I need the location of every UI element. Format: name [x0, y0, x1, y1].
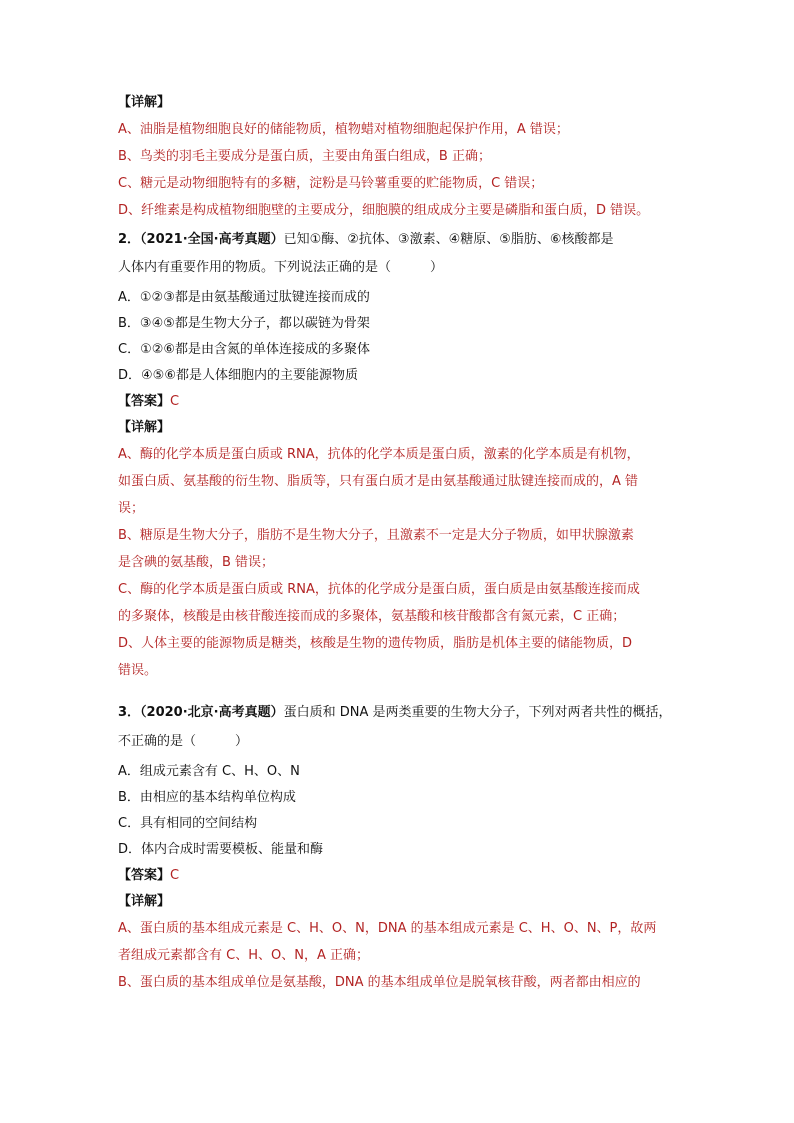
explain-line: 误； — [118, 501, 145, 516]
explain-line: B、糖原是生物大分子，脂肪不是生物大分子，且激素不一定是大分子物质，如甲状腺激素 — [118, 528, 634, 543]
option-b: B．③④⑤都是生物大分子，都以碳链为骨架 — [118, 316, 370, 331]
explain-body — [118, 445, 678, 681]
question-stem — [118, 703, 678, 723]
explain-line: A、酶的化学本质是蛋白质或 RNA，抗体的化学本质是蛋白质，激素的化学本质是有机物， — [118, 447, 640, 462]
option-a: A．①②③都是由氨基酸通过肽键连接而成的 — [118, 290, 370, 305]
answer-line — [118, 392, 678, 412]
question-stem — [118, 230, 678, 250]
question-3 — [118, 703, 678, 993]
explain-line: A、蛋白质的基本组成元素是 C、H、O、N，DNA 的基本组成元素是 C、H、O、N、P，故两 — [118, 921, 657, 936]
question-number: 3． — [118, 705, 141, 720]
option-d: D．体内合成时需要模板、能量和酶 — [118, 842, 324, 857]
explain-line: 错误。 — [118, 663, 158, 678]
explain-line: 者组成元素都含有 C、H、O、N，A 正确； — [118, 948, 369, 963]
explain-body — [118, 919, 678, 993]
explain-line: 是含碘的氨基酸，B 错误； — [118, 555, 275, 570]
answer-value: C — [170, 868, 180, 883]
stem-text: 不正确的是（ ） — [118, 734, 249, 749]
explain-line: B、鸟类的羽毛主要成分是蛋白质，主要由角蛋白组成，B 正确； — [118, 149, 491, 164]
answer-value: C — [170, 394, 180, 409]
option-d: D．④⑤⑥都是人体细胞内的主要能源物质 — [118, 368, 358, 383]
stem-text: 人体内有重要作用的物质。下列说法正确的是（ ） — [118, 260, 444, 275]
explain-label: 【详解】 — [118, 894, 171, 909]
option-a: A．组成元素含有 C、H、O、N — [118, 764, 300, 779]
explain-line: D、纤维素是构成植物细胞壁的主要成分，细胞膜的组成成分主要是磷脂和蛋白质，D 错误。 — [118, 203, 650, 218]
explain-line: D、人体主要的能源物质是糖类，核酸是生物的遗传物质，脂肪是机体主要的储能物质，D — [118, 636, 633, 651]
option-b: B．由相应的基本结构单位构成 — [118, 790, 296, 805]
option-c: C．具有相同的空间结构 — [118, 816, 258, 831]
q1-explanation — [118, 93, 678, 221]
explain-label: 【详解】 — [118, 420, 171, 435]
explain-line: C、酶的化学本质是蛋白质或 RNA，抗体的化学成分是蛋白质，蛋白质是由氨基酸连接而成 — [118, 582, 640, 597]
stem-text: 已知①酶、②抗体、③激素、④糖原、⑤脂肪、⑥核酸都是 — [283, 232, 614, 247]
answer-label: 【答案】 — [118, 394, 171, 409]
explain-line: A、油脂是植物细胞良好的储能物质，植物蜡对植物细胞起保护作用，A 错误； — [118, 122, 569, 137]
explain-line: B、蛋白质的基本组成单位是氨基酸，DNA 的基本组成单位是脱氧核苷酸，两者都由相应的 — [118, 975, 641, 990]
explain-line: C、糖元是动物细胞特有的多糖，淀粉是马铃薯重要的贮能物质，C 错误； — [118, 176, 544, 191]
explain-line: 如蛋白质、氨基酸的衍生物、脂质等，只有蛋白质才是由氨基酸通过肽键连接而成的，A 错 — [118, 474, 639, 489]
explain-line: 的多聚体，核酸是由核苷酸连接而成的多聚体，氨基酸和核苷酸都含有氮元素，C 正确； — [118, 609, 626, 624]
option-c: C．①②⑥都是由含氮的单体连接成的多聚体 — [118, 342, 371, 357]
question-source: （2020·北京·高考真题） — [140, 705, 284, 720]
question-number: 2． — [118, 232, 141, 247]
answer-label: 【答案】 — [118, 868, 171, 883]
explain-label: 【详解】 — [118, 95, 171, 110]
answer-line — [118, 866, 678, 886]
stem-text: 蛋白质和 DNA 是两类重要的生物大分子，下列对两者共性的概括， — [283, 705, 672, 720]
question-2 — [118, 230, 678, 681]
question-source: （2021·全国·高考真题） — [140, 232, 284, 247]
